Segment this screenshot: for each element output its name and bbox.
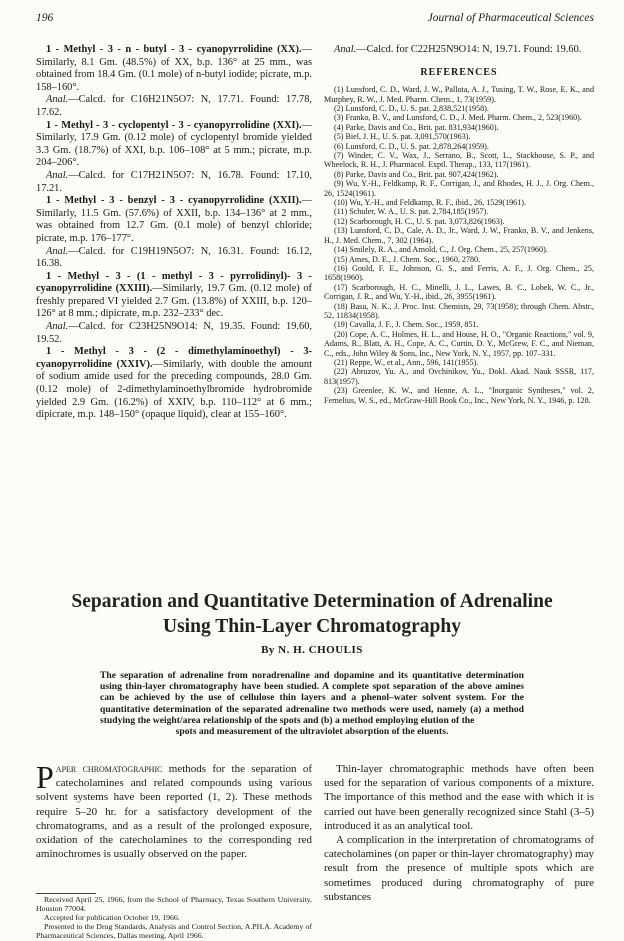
body-paragraph: Thin-layer chromatographic methods have often been used for the separation of various components of a mixture. The importance of this method and the ease with which it is carried out have been generally recognized since Stahl (3–5) introduced it as an analytical tool. (324, 763, 594, 832)
reference-item: (18) Basu, N. K., J. Proc. Inst. Chemists, 29, 73(1958); through Chem. Abstr., 52, 11834(1958). (324, 301, 594, 320)
footnote-accepted: Accepted for publication October 19, 1966. (44, 912, 180, 922)
journal-name: Journal of Pharmaceutical Sciences (427, 12, 594, 24)
author-byline: By N. H. CHOULIS (261, 644, 363, 656)
page-number: 196 (36, 12, 54, 24)
abstract-text: The separation of adrenaline from noradrenaline and dopamine and its quantitative determination using thin-layer chromatography have been studied. A complete spot separation of the above amines can be achieved by the use of cellulose thin layers and a phenol–water solvent system. For the quantitative determination of the separated adrenaline two methods were used, namely (a) a method studying the weight/area relationship of the spots and (b) a method employing elution of the (100, 670, 524, 726)
abstract-last-line: spots and measurement of the ultraviolet absorption of the eluents. (175, 726, 449, 738)
reference-item: (10) Wu, Y.-H., and Feldkamp, R. F., ibid., 26, 1529(1961). (334, 198, 526, 208)
reference-item: (22) Abruzov, Yu. A., and Ovchinikov, Yu., Dokl. Akad. Nauk SSSR, 117, 813(1957). (324, 367, 594, 386)
reference-item: (8) Parke, Davis and Co., Brit. pat. 907,424(1962). (334, 169, 499, 179)
reference-item: (6) Lunsford, C. D., U. S. pat. 2,878,264(1959). (334, 141, 489, 151)
reference-item: (7) Winder, C. V., Wax, J., Serrano, B., Scott, L., Stackhouse, S. P., and Wheelock, R. H., J. Pharmacol. Exptl. Therap., 133, 117(1961). (324, 151, 594, 170)
reference-item: (17) Scarborough, H. C., Minelli, J. L., Lawes, B. C., Lobek, W. C., Jr., Corrigan, J. R., and Wu, Y.-H., ibid., 26, 3955(1961). (324, 282, 594, 302)
footnote-presented: Presented to the Drug Standards, Analysis and Control Section, A.PH.A. Academy of Pharmaceutical Sciences, Dallas meeting, April 1966. (36, 921, 312, 940)
reference-item: (21) Reppe, W., et al., Ann., 596, 141(1955). (334, 357, 479, 367)
reference-item: (13) Lunsford, C. D., Cale, A. D., Jr., Ward, J. W., Franko, B. V., and Jenkens, H., J. Med. Chem., 7, 302 (1964). (324, 226, 594, 245)
abstract (100, 670, 524, 737)
reference-item: (3) Franko, B. V., and Lunsford, C. D., J. Med. Pharm. Chem., 2, 523(1960). (334, 113, 582, 123)
reference-item: (4) Parke, Davis and Co., Brit. pat. 831,934(1960). (334, 122, 499, 132)
analysis-paragraph: Anal.—Calcd. for C17H21N5O7: N, 16.78. Found: 17.10, 17.21. (36, 169, 312, 194)
reference-item: (19) Cavalla, J. F., J. Chem. Soc., 1959, 851. (334, 320, 479, 330)
reference-item: (9) Wu, Y.-H., Feldkamp, R. F., Corrigan, J., and Rhodes, H. J., J. Org. Chem., 26, 1524(1961). (324, 179, 594, 198)
analysis-paragraph: Anal.—Calcd. for C23H25N9O14: N, 19.35. Found: 19.60, 19.52. (36, 321, 312, 345)
footnote-rule (36, 893, 96, 894)
references-heading: REFERENCES (420, 66, 498, 78)
reference-item: (5) Biel, J. H., U. S. pat. 3,091,570(1963). (334, 132, 471, 142)
intro-paragraph: Paper chromatographic methods for the separation of catecholamines and related compounds using various solvent systems have been reported (1, 2). These methods require 5–20 hr. for a satisfactory development of the chromatograms, and as a result of the prolonged exposure, oxidation of the catecholamines to the corresponding red aminochromes is usually observed on the paper. (36, 759, 312, 861)
reference-list (324, 85, 594, 405)
left-column-experimental (36, 44, 312, 422)
reference-item: (20) Cope, A. C., Holmes, H. L., and House, H. O., "Organic Reactions," vol. 9, Adams, R., Blatt, A. H., Cope, A. C., Curtin, D. Y., McGrew, F. C., and Nieman, C., eds., John Wiley & Sons, Inc., New York, N. Y., 1957, pp. 107–331. (324, 329, 594, 358)
reference-item: (2) Lunsford, C. D., U. S. pat. 2,838,521(1958). (334, 104, 489, 113)
reference-item: (14) Smilely, R. A., and Arnold, C., J. Org. Chem., 25, 257(1960). (334, 245, 548, 255)
compound-paragraph: 1 - Methyl - 3 - (2 - dimethylaminoethyl) - 3- cyanopyrrolidine (XXIV).—Similarly, with double the amount of sodium amide used for the preceding compounds, 28.0 Gm. (0.12 mole) of 2-dimethylaminoethylbromide hydrobromide yielded 2.9 Gm. (16.2%) of XXIV, b.p. 110–112° at 6 mm.; dipicrate, m.p. 148–150° (opaque liquid), clear at 155–160°. (36, 346, 312, 421)
compound-paragraph: 1 - Methyl - 3 - benzyl - 3 - cyanopyrrolidine (XXII).—Similarly, 11.5 Gm. (57.6%) of XXII, b.p. 134–136° at 2 mm., was obtained from 12.7 Gm. (0.1 mole) of benzyl chloride; picrate, m.p. 176–177°. (36, 195, 312, 244)
reference-item: (1) Lunsford, C. D., Ward, J. W., Pallota, A. J., Tusing, T. W., Rose, E. K., and Murphey, R. W., J. Med. Pharm. Chem., 1, 73(1959). (324, 85, 594, 104)
drop-cap: P (36, 759, 54, 795)
reference-item: (23) Greenlee, K. W., and Henne, A. L., "Inorganic Syntheses," vol. 2, Fernelius, W. S., ed., McGraw-Hill Book Co., Inc., New York, N. Y., 1946, p. 128. (324, 386, 594, 405)
body-left-column (36, 759, 312, 861)
compound-paragraph: 1 - Methyl - 3 - (1 - methyl - 3 - pyrrolidinyl)- 3 - cyanopyrrolidine (XXIII).—Similarly, 19.7 Gm. (0.12 mole) of freshly prepared VI yielded 2.7 Gm. (13.8%) of XXIII, b.p. 120–126° at 8 mm.; dipicrate, m.p. 232–233° dec. (36, 270, 312, 320)
reference-item: (11) Schuler, W. A., U. S. pat. 2,784,185(1957). (334, 207, 489, 217)
compound-paragraph: 1 - Methyl - 3 - cyclopentyl - 3 - cyanopyrrolidine (XXI).—Similarly, 17.9 Gm. (0.12 mole) of cyclopentyl bromide yielded 3.3 Gm. (18.7%) of XXI, b.p. 106–108° at 5 mm.; picrate, m.p. 204–206°. (36, 119, 312, 169)
body-right-column (324, 762, 594, 904)
running-header (36, 12, 594, 28)
analysis-paragraph: Anal.—Calcd. for C22H25N9O14: N, 19.71. Found: 19.60. (334, 44, 582, 55)
reference-item: (12) Scarborough, H. C., U. S. pat. 3,073,826(1963). (334, 216, 505, 226)
compound-paragraph: 1 - Methyl - 3 - n - butyl - 3 - cyanopyrrolidine (XX).—Similarly, 8.1 Gm. (48.5%) of XX, b.p. 136° at 25 mm., was obtained from 18.4 Gm. (0.1 mole) of n-butyl iodide; picrate, m.p. 158–160°. (36, 44, 312, 93)
footnotes (36, 896, 312, 941)
body-paragraph: A complication in the interpretation of chromatograms of catecholamines (on paper or thin-layer chromatography) may result from the presence of multiple spots which are sometimes produced during chromatography of pure substances (324, 834, 594, 903)
footnote-received: Received April 25, 1966, from the School of Pharmacy, Texas Southern University, Houston 77004. (36, 895, 312, 913)
reference-item: (16) Gould, F. E., Johnson, G. S., and Ferris, A. F., J. Org. Chem., 25, 1658(1960). (324, 263, 594, 283)
analysis-paragraph: Anal.—Calcd. for C16H21N5O7: N, 17.71. Found: 17.78, 17.62. (36, 94, 312, 118)
reference-item: (15) Ames, D. E., J. Chem. Soc., 1960, 2780. (334, 254, 481, 264)
article-title: Separation and Quantitative Determination of Adrenaline Using Thin-Layer Chromatography (71, 591, 553, 638)
right-column-references (324, 44, 594, 405)
analysis-paragraph: Anal.—Calcd. for C19H19N5O7: N, 16.31. Found: 16.12, 16.38. (36, 245, 312, 270)
